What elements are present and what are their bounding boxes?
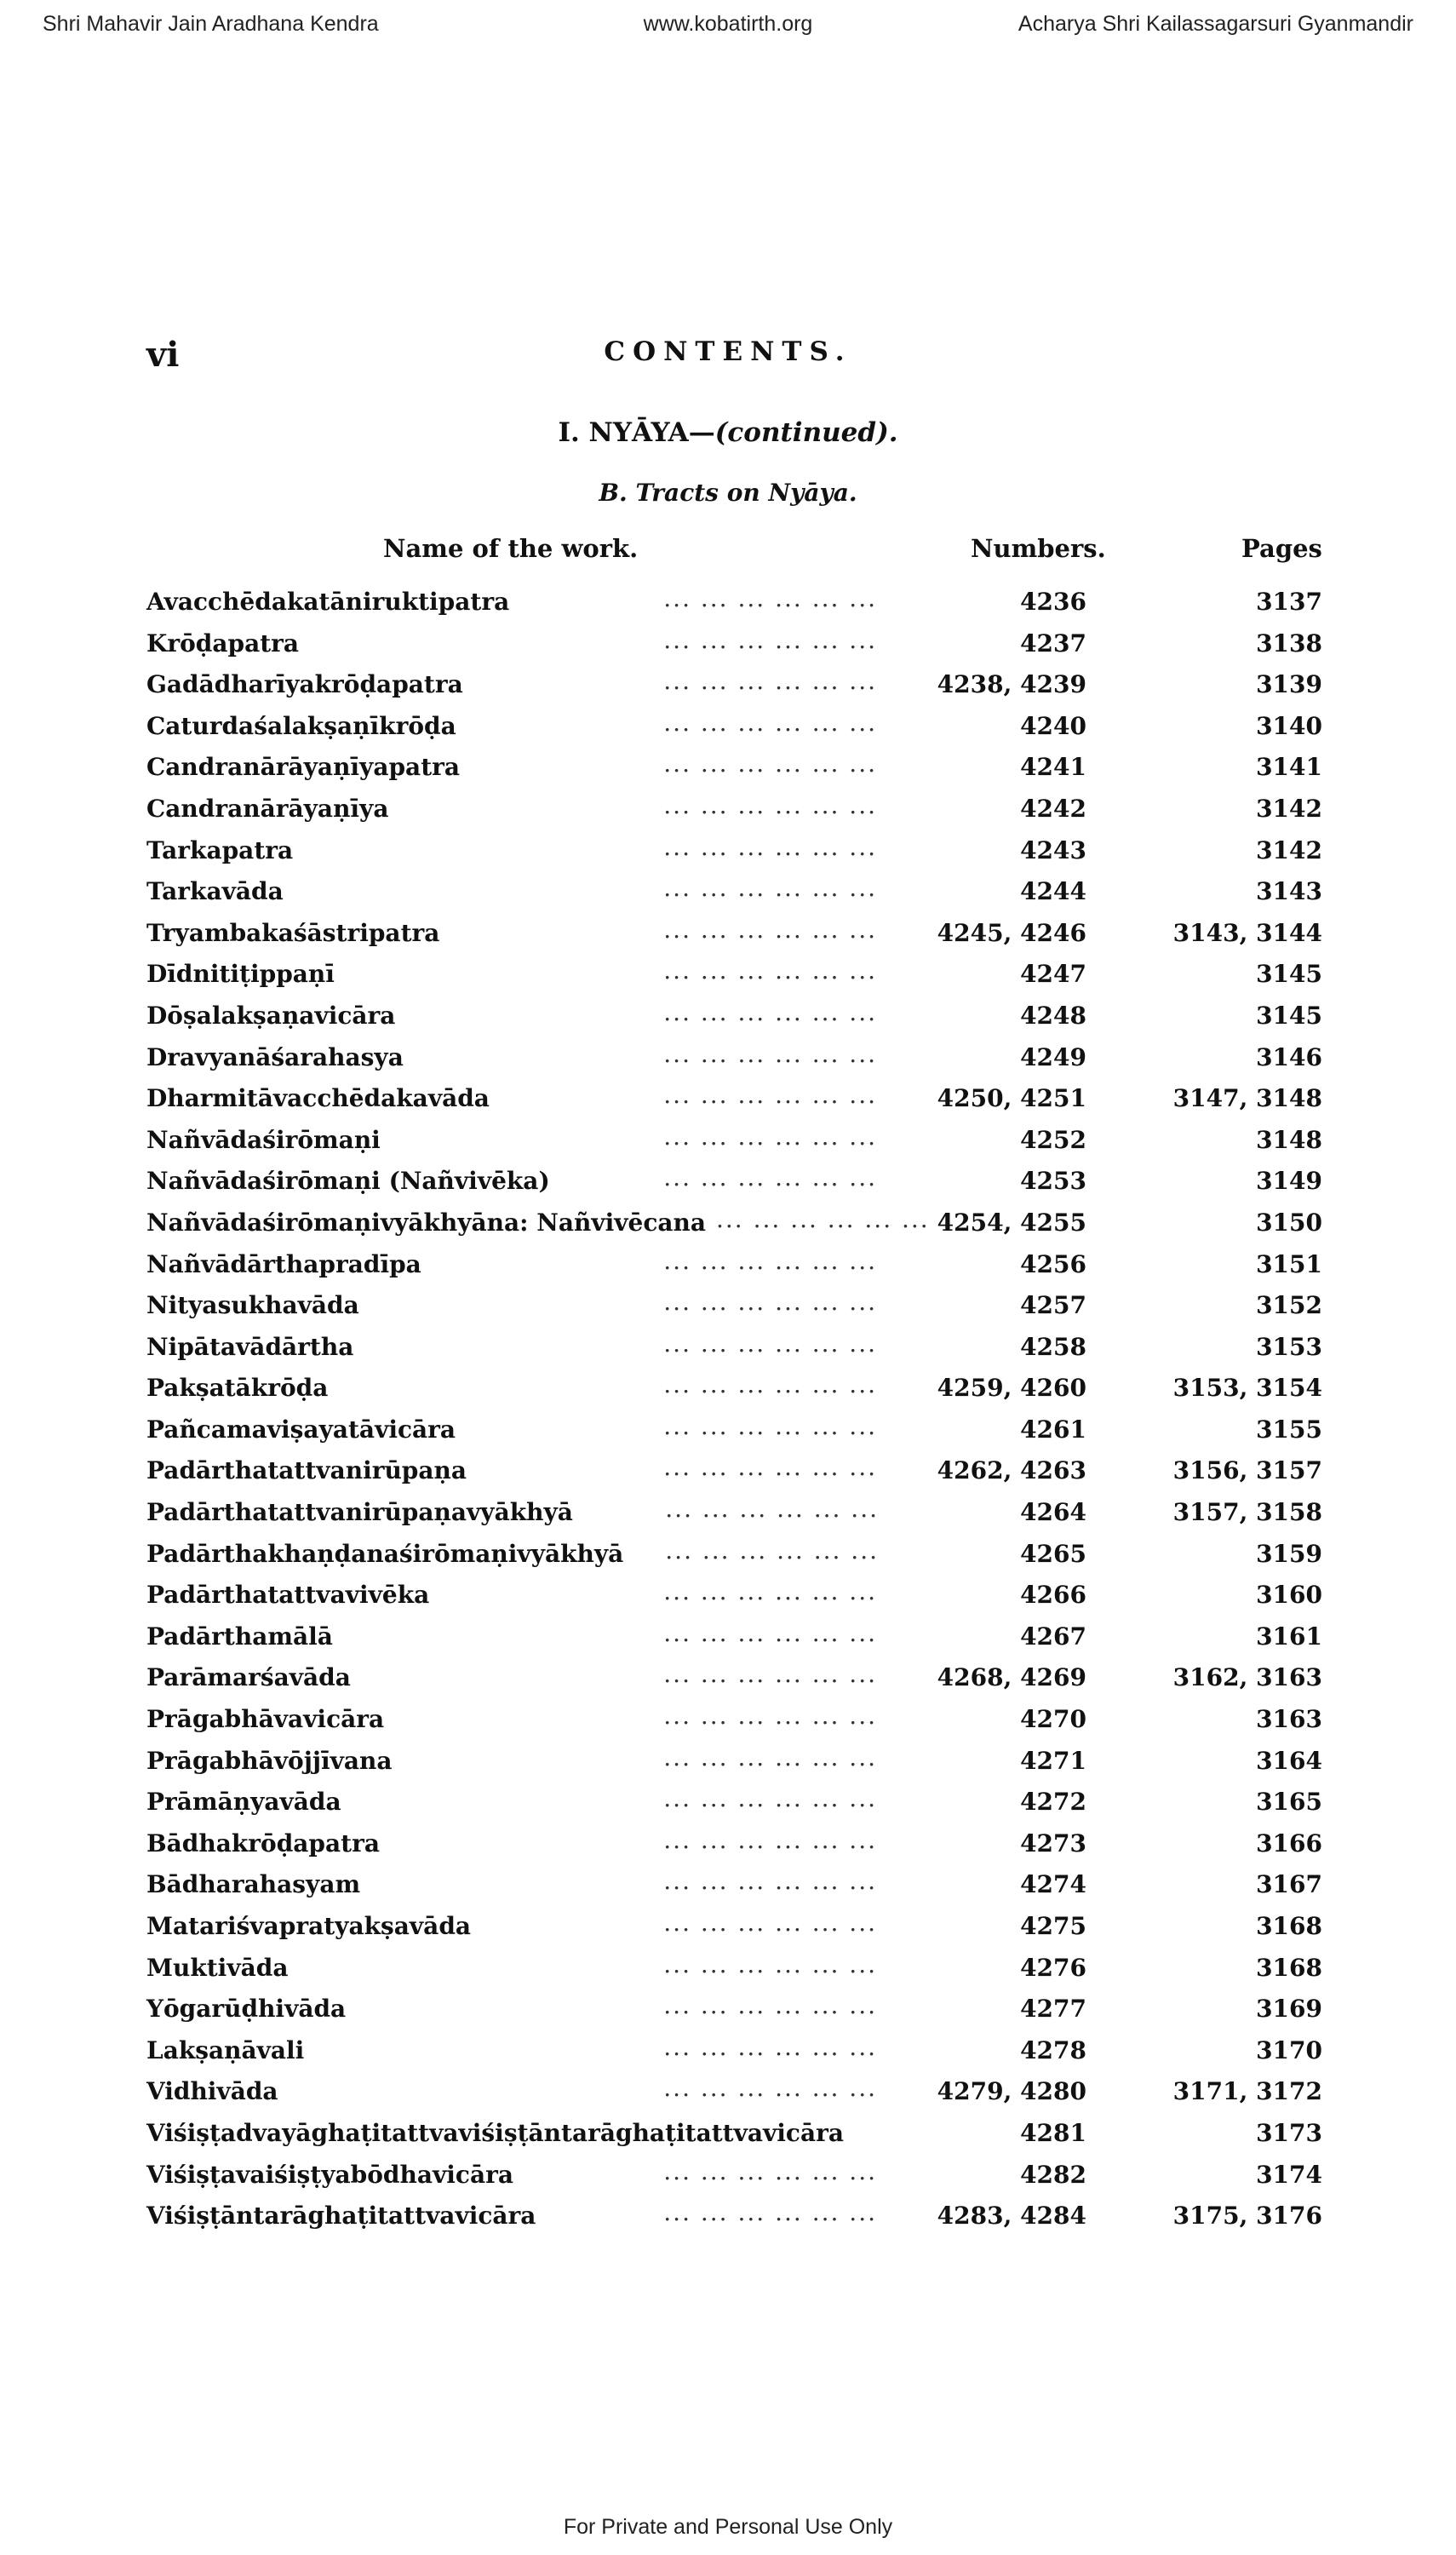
table-row <box>0 626 1456 668</box>
work-pages: 3146 <box>1256 1042 1322 1071</box>
work-title: Krōḍapatra <box>146 629 300 657</box>
work-numbers: 4278 <box>1020 2035 1086 2064</box>
table-row <box>0 1536 1456 1578</box>
dot-leader: ... ... ... ... ... ... <box>663 874 877 903</box>
dot-leader: ... ... ... ... ... ... <box>663 1122 877 1151</box>
work-pages: 3157, 3158 <box>1172 1498 1322 1527</box>
work-numbers: 4274 <box>1020 1870 1086 1899</box>
table-row <box>0 956 1456 998</box>
column-header-pages: Pages <box>1241 534 1322 563</box>
work-numbers: 4276 <box>1020 1953 1086 1982</box>
work-numbers: 4245, 4246 <box>937 918 1086 947</box>
dot-leader: ... ... ... ... ... ... <box>663 667 877 696</box>
work-pages: 3174 <box>1256 2160 1322 2189</box>
table-row <box>0 667 1456 709</box>
work-pages: 3160 <box>1256 1581 1322 1610</box>
work-title: Padārthatattvanirūpaṇa <box>146 1456 467 1485</box>
work-numbers: 4254, 4255 <box>937 1208 1086 1237</box>
work-numbers: 4281 <box>1020 2118 1086 2147</box>
table-row <box>0 1495 1456 1536</box>
work-title: Tarkavāda <box>146 877 284 906</box>
work-pages: 3170 <box>1256 2035 1322 2064</box>
work-numbers: 4261 <box>1020 1415 1086 1444</box>
table-row <box>0 1205 1456 1247</box>
work-title: Gadādharīyakrōḍapatra <box>146 670 463 699</box>
work-numbers: 4265 <box>1020 1539 1086 1568</box>
work-title: Nañvādaśirōmaṇivyākhyāna: Nañvivēcana <box>146 1208 707 1237</box>
work-title: Bādhakrōḍapatra <box>146 1829 380 1857</box>
dot-leader: ... ... ... ... ... ... <box>663 1949 877 1978</box>
work-pages: 3152 <box>1256 1291 1322 1320</box>
work-title: Nañvādaśirōmaṇi (Nañvivēka) <box>146 1167 550 1196</box>
work-title: Dōṣalakṣaṇavicāra <box>146 1001 396 1030</box>
work-pages: 3159 <box>1256 1539 1322 1568</box>
work-numbers: 4252 <box>1020 1125 1086 1154</box>
dot-leader: ... ... ... ... ... ... <box>663 1660 877 1689</box>
contents-table <box>0 584 1456 2240</box>
subsection-heading: B. Tracts on Nyāya. <box>599 479 857 507</box>
work-pages: 3150 <box>1256 1208 1322 1237</box>
header-left-text: Shri Mahavir Jain Aradhana Kendra <box>43 12 379 36</box>
work-numbers: 4282 <box>1020 2160 1086 2189</box>
table-row <box>0 1950 1456 1992</box>
dot-leader: ... ... ... ... ... ... <box>663 625 877 654</box>
section-title: I. NYĀYA— <box>558 417 715 448</box>
table-row <box>0 1453 1456 1495</box>
dot-leader: ... ... ... ... ... ... <box>663 1702 877 1731</box>
work-numbers: 4250, 4251 <box>937 1084 1086 1113</box>
work-title: Prāmāṇyavāda <box>146 1788 341 1817</box>
work-pages: 3164 <box>1256 1746 1322 1775</box>
footer-text: For Private and Personal Use Only <box>563 2515 893 2539</box>
header-right-text: Acharya Shri Kailassagarsuri Gyanmandir <box>1017 12 1413 36</box>
table-row <box>0 709 1456 750</box>
table-row <box>0 1370 1456 1412</box>
work-numbers: 4279, 4280 <box>937 2077 1086 2106</box>
dot-leader: ... ... ... ... ... ... <box>663 915 877 944</box>
work-pages: 3153 <box>1256 1332 1322 1361</box>
section-heading <box>0 417 1456 448</box>
dot-leader: ... ... ... ... ... ... <box>663 1370 877 1399</box>
table-row <box>0 1909 1456 1950</box>
work-title: Bādharahasyam <box>146 1870 361 1899</box>
table-row <box>0 1743 1456 1785</box>
table-row <box>0 1867 1456 1909</box>
work-title: Prāgabhāvōjjīvana <box>146 1746 393 1775</box>
dot-leader: ... ... ... ... ... ... <box>663 1577 877 1606</box>
work-pages: 3137 <box>1256 588 1322 616</box>
work-numbers: 4236 <box>1020 588 1086 616</box>
work-pages: 3161 <box>1256 1622 1322 1651</box>
table-row <box>0 1247 1456 1289</box>
dot-leader: ... ... ... ... ... ... <box>663 1081 877 1110</box>
dot-leader: ... ... ... ... ... ... <box>663 832 877 861</box>
work-numbers: 4244 <box>1020 877 1086 906</box>
work-title: Padārthakhaṇḍanaśirōmaṇivyākhyā <box>146 1539 624 1568</box>
column-header-numbers: Numbers. <box>971 534 1106 563</box>
work-numbers: 4256 <box>1020 1249 1086 1278</box>
work-numbers: 4258 <box>1020 1332 1086 1361</box>
work-numbers: 4248 <box>1020 1001 1086 1030</box>
table-row <box>0 874 1456 916</box>
work-pages: 3156, 3157 <box>1172 1456 1322 1485</box>
work-title: Padārthatattvavivēka <box>146 1581 430 1610</box>
table-row <box>0 1040 1456 1082</box>
work-pages: 3171, 3172 <box>1172 2077 1322 2106</box>
column-header-name: Name of the work. <box>383 534 639 563</box>
dot-leader: ... ... ... ... ... ... <box>663 1453 877 1482</box>
work-numbers: 4240 <box>1020 711 1086 740</box>
work-numbers: 4271 <box>1020 1746 1086 1775</box>
dot-leader: ... ... ... ... ... ... <box>665 1495 879 1524</box>
work-numbers: 4275 <box>1020 1912 1086 1940</box>
work-pages: 3173 <box>1256 2118 1322 2147</box>
work-title: Matariśvapratyakṣavāda <box>146 1912 472 1940</box>
table-row <box>0 584 1456 626</box>
table-row <box>0 1619 1456 1661</box>
table-row <box>0 2074 1456 2116</box>
work-pages: 3153, 3154 <box>1172 1374 1322 1403</box>
work-title: Tarkapatra <box>146 835 294 864</box>
work-pages: 3168 <box>1256 1953 1322 1982</box>
work-title: Yōgarūḍhivāda <box>146 1995 347 2024</box>
work-title: Nipātavādārtha <box>146 1332 354 1361</box>
table-row <box>0 1702 1456 1743</box>
dot-leader: ... ... ... ... ... ... <box>663 1163 877 1192</box>
table-row <box>0 791 1456 833</box>
work-title: Tryambakaśāstripatra <box>146 918 440 947</box>
work-numbers: 4242 <box>1020 794 1086 823</box>
work-pages: 3145 <box>1256 960 1322 989</box>
work-pages: 3143, 3144 <box>1172 918 1322 947</box>
work-numbers: 4264 <box>1020 1498 1086 1527</box>
work-title: Candranārāyaṇīya <box>146 794 389 823</box>
work-numbers: 4253 <box>1020 1167 1086 1196</box>
work-numbers: 4273 <box>1020 1829 1086 1857</box>
work-pages: 3151 <box>1256 1249 1322 1278</box>
table-row <box>0 2116 1456 2157</box>
work-title: Padārthatattvanirūpaṇavyākhyā <box>146 1498 573 1527</box>
work-title: Muktivāda <box>146 1953 289 1982</box>
table-row <box>0 1991 1456 2033</box>
work-numbers: 4267 <box>1020 1622 1086 1651</box>
work-title: Candranārāyaṇīyapatra <box>146 753 461 782</box>
work-pages: 3166 <box>1256 1829 1322 1857</box>
table-row <box>0 1081 1456 1122</box>
work-numbers: 4249 <box>1020 1042 1086 1071</box>
work-pages: 3145 <box>1256 1001 1322 1030</box>
dot-leader: ... ... ... ... ... ... <box>663 1825 877 1854</box>
work-title: Dharmitāvacchēdakavāda <box>146 1084 490 1113</box>
dot-leader: ... ... ... ... ... ... <box>663 584 877 612</box>
work-pages: 3139 <box>1256 670 1322 699</box>
work-numbers: 4268, 4269 <box>937 1663 1086 1692</box>
work-title: Prāgabhāvavicāra <box>146 1705 385 1734</box>
dot-leader: ... ... ... ... ... ... <box>663 1246 877 1275</box>
work-pages: 3143 <box>1256 877 1322 906</box>
table-row <box>0 833 1456 875</box>
dot-leader: ... ... ... ... ... ... <box>663 2074 877 2103</box>
dot-leader: ... ... ... ... ... ... <box>663 2156 877 2185</box>
work-numbers: 4272 <box>1020 1788 1086 1817</box>
dot-leader: ... ... ... ... ... ... <box>663 1784 877 1813</box>
table-row <box>0 1784 1456 1826</box>
work-title: Lakṣaṇāvali <box>146 2035 305 2064</box>
table-row <box>0 998 1456 1040</box>
work-pages: 3141 <box>1256 753 1322 782</box>
work-numbers: 4247 <box>1020 960 1086 989</box>
work-title: Nityasukhavāda <box>146 1291 359 1320</box>
table-row <box>0 916 1456 957</box>
dot-leader: ... ... ... ... ... ... <box>665 1536 879 1565</box>
table-row <box>0 1288 1456 1329</box>
dot-leader: ... ... ... ... ... ... <box>663 2032 877 2061</box>
work-numbers: 4270 <box>1020 1705 1086 1734</box>
section-suffix: (continued). <box>714 417 898 448</box>
dot-leader: ... ... ... ... ... ... <box>663 1411 877 1440</box>
work-title: Parāmarśavāda <box>146 1663 351 1692</box>
table-row <box>0 2198 1456 2240</box>
work-pages: 3138 <box>1256 629 1322 657</box>
work-title: Dravyanāśarahasya <box>146 1042 404 1071</box>
table-row <box>0 749 1456 791</box>
work-numbers: 4237 <box>1020 629 1086 657</box>
dot-leader: ... ... ... ... ... ... <box>663 749 877 778</box>
dot-leader: ... ... ... ... ... ... <box>663 1618 877 1647</box>
work-numbers: 4262, 4263 <box>937 1456 1086 1485</box>
dot-leader: ... ... ... ... ... ... <box>663 1039 877 1068</box>
dot-leader: ... ... ... ... ... ... <box>663 1329 877 1358</box>
work-title: Pakṣatākrōḍa <box>146 1374 329 1403</box>
header-center-text: www.kobatirth.org <box>643 12 813 36</box>
work-pages: 3140 <box>1256 711 1322 740</box>
work-pages: 3175, 3176 <box>1172 2202 1322 2231</box>
table-row <box>0 1660 1456 1702</box>
work-title: Nañvādārthapradīpa <box>146 1249 421 1278</box>
work-title: Viśiṣṭāntarāghaṭitattvavicāra <box>146 2202 536 2231</box>
work-numbers: 4243 <box>1020 835 1086 864</box>
work-numbers: 4283, 4284 <box>937 2202 1086 2231</box>
table-row <box>0 1412 1456 1454</box>
page-number: vi <box>146 335 180 375</box>
dot-leader: ... ... ... ... ... ... <box>663 790 877 819</box>
work-pages: 3147, 3148 <box>1172 1084 1322 1113</box>
work-pages: 3168 <box>1256 1912 1322 1940</box>
dot-leader: ... ... ... ... ... ... <box>663 2198 877 2227</box>
work-pages: 3165 <box>1256 1788 1322 1817</box>
dot-leader: ... ... ... ... ... ... <box>663 1867 877 1896</box>
work-pages: 3169 <box>1256 1995 1322 2024</box>
work-pages: 3163 <box>1256 1705 1322 1734</box>
work-numbers: 4266 <box>1020 1581 1086 1610</box>
work-title: Caturdaśalakṣaṇīkrōḍa <box>146 711 456 740</box>
work-title: Vidhivāda <box>146 2077 278 2106</box>
dot-leader: ... ... ... ... ... ... <box>716 1204 930 1233</box>
dot-leader: ... ... ... ... ... ... <box>663 1288 877 1317</box>
work-pages: 3142 <box>1256 835 1322 864</box>
dot-leader: ... ... ... ... ... ... <box>663 997 877 1026</box>
dot-leader: ... ... ... ... ... ... <box>663 708 877 737</box>
table-row <box>0 1163 1456 1205</box>
table-row <box>0 1826 1456 1868</box>
work-pages: 3142 <box>1256 794 1322 823</box>
work-numbers: 4238, 4239 <box>937 670 1086 699</box>
work-pages: 3167 <box>1256 1870 1322 1899</box>
dot-leader: ... ... ... ... ... ... <box>663 1991 877 2020</box>
dot-leader: ... ... ... ... ... ... <box>663 1909 877 1937</box>
work-numbers: 4259, 4260 <box>937 1374 1086 1403</box>
work-pages: 3162, 3163 <box>1172 1663 1322 1692</box>
work-title: Viśiṣṭavaiśiṣṭyabōdhavicāra <box>146 2160 513 2189</box>
work-title: Avacchēdakatāniruktipatra <box>146 588 510 616</box>
work-numbers: 4277 <box>1020 1995 1086 2024</box>
contents-heading: CONTENTS. <box>604 336 852 367</box>
table-row <box>0 1329 1456 1371</box>
work-pages: 3149 <box>1256 1167 1322 1196</box>
dot-leader: ... ... ... ... ... ... <box>663 956 877 985</box>
dot-leader: ... ... ... ... ... ... <box>663 1743 877 1771</box>
table-row <box>0 2157 1456 2199</box>
work-pages: 3148 <box>1256 1125 1322 1154</box>
table-row <box>0 2033 1456 2075</box>
work-title: Nañvādaśirōmaṇi <box>146 1125 381 1154</box>
table-row <box>0 1122 1456 1164</box>
work-title: Pañcamaviṣayatāvicāra <box>146 1415 456 1444</box>
table-row <box>0 1577 1456 1619</box>
work-title: Padārthamālā <box>146 1622 333 1651</box>
work-title: Dīdnitiṭippaṇī <box>146 960 335 989</box>
work-title: Viśiṣṭadvayāghaṭitattvaviśiṣṭāntarāghaṭitattvavicāra <box>146 2118 844 2147</box>
work-pages: 3155 <box>1256 1415 1322 1444</box>
work-numbers: 4241 <box>1020 753 1086 782</box>
work-numbers: 4257 <box>1020 1291 1086 1320</box>
